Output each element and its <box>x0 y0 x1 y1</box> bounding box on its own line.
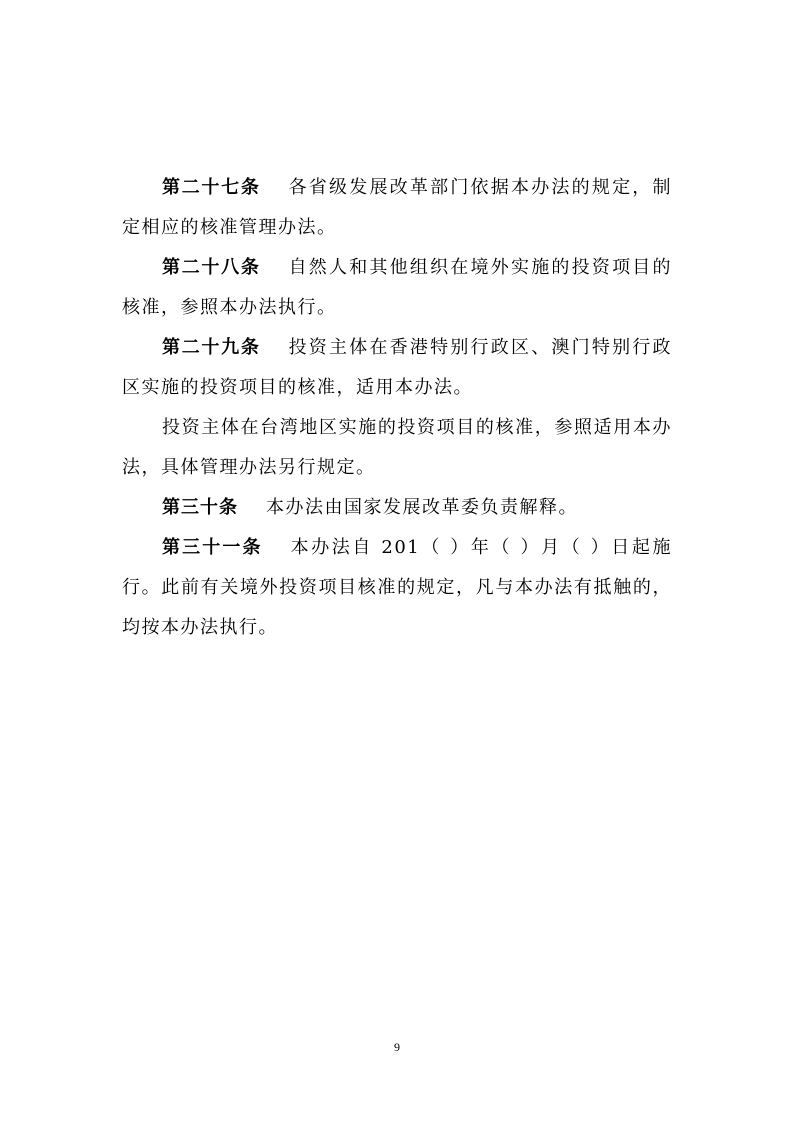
article-number: 第二十九条 <box>162 337 261 358</box>
article-number: 第二十七条 <box>162 177 261 198</box>
article-29-paragraph-2 <box>122 408 672 488</box>
article-27 <box>122 168 672 248</box>
article-text: 自然人和其他组织在境外实施的投资项目的核准，参照本办法执行。 <box>122 257 673 318</box>
page-number: 9 <box>394 1040 400 1054</box>
article-30 <box>122 488 672 528</box>
article-text: 投资主体在台湾地区实施的投资项目的核准，参照适用本办法，具体管理办法另行规定。 <box>122 417 672 478</box>
article-text: 各省级发展改革部门依据本办法的规定，制定相应的核准管理办法。 <box>122 177 673 238</box>
article-number: 第二十八条 <box>162 257 261 278</box>
article-text: 本办法由国家发展改革委负责解释。 <box>266 497 578 518</box>
article-number: 第三十条 <box>162 497 238 518</box>
article-29 <box>122 328 672 408</box>
article-number: 第三十一条 <box>162 537 263 558</box>
article-28 <box>122 248 672 328</box>
article-31 <box>122 528 672 648</box>
article-text: 投资主体在香港特别行政区、澳门特别行政区实施的投资项目的核准，适用本办法。 <box>122 337 673 398</box>
document-body <box>122 168 672 648</box>
article-text: 本办法自 201（ ）年（ ）月（ ）日起施行。此前有关境外投资项目核准的规定，凡与本办法有抵触的，均按本办法执行。 <box>122 537 672 638</box>
